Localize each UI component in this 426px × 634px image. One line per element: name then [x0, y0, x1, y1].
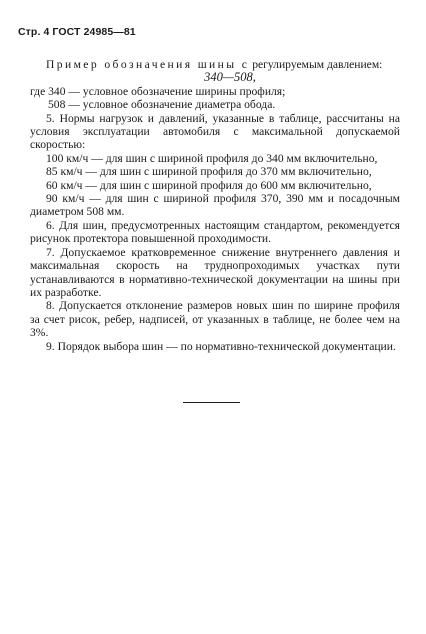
item-5-speed-85: 85 км/ч — для шин с шириной профиля до 370 мм включительно,: [46, 165, 372, 179]
item-7-paragraph: 7. Допускаемое кратковременное снижение внутреннего давления и максимальная скорость на труднопроходимых участках пути устанавливаются в нормативно-технической документации на шины при их разработке.: [30, 245, 400, 299]
item-8-paragraph: 8. Допускается отклонение размеров новых шин по ширине профиля за счет рисок, ребер, надписей, от указанных в таблице, не более чем на 3%.: [30, 299, 400, 340]
item-5-speed-90: 90 км/ч — для шин с шириной профиля 370, 390 мм и посадочным диаметром 508 мм.: [30, 192, 400, 219]
example-lead-rest: регулируемым давлением:: [249, 58, 383, 71]
item-5-paragraph: 5. Нормы нагрузок и давлений, указанные в таблице, рассчитаны на условия эксплуатации автомобиля с максимальной допускаемой скоростью:: [30, 111, 400, 152]
definition-diameter: 508 — условное обозначение диаметра обода.: [48, 98, 276, 112]
designation-formula: 340—508,: [204, 70, 256, 85]
item-5-speed-100: 100 км/ч — для шин с шириной профиля до 340 мм включительно,: [46, 151, 378, 165]
example-paragraph: [30, 58, 400, 71]
definition-width: где 340 — условное обозначение ширины профиля;: [30, 84, 286, 98]
end-divider: [183, 402, 240, 403]
document-body: [30, 58, 400, 353]
example-lead: Пример обозначения шины с: [46, 58, 250, 71]
item-9-paragraph: 9. Порядок выбора шин — по нормативно-технической документации.: [46, 339, 396, 353]
item-5-speed-60: 60 км/ч — для шин с шириной профиля до 600 мм включительно,: [46, 178, 372, 192]
item-6-paragraph: 6. Для шин, предусмотренных настоящим стандартом, рекомендуется рисунок протектора повышенной проходимости.: [30, 218, 400, 246]
page-header: Стр. 4 ГОСТ 24985—81: [18, 26, 136, 38]
